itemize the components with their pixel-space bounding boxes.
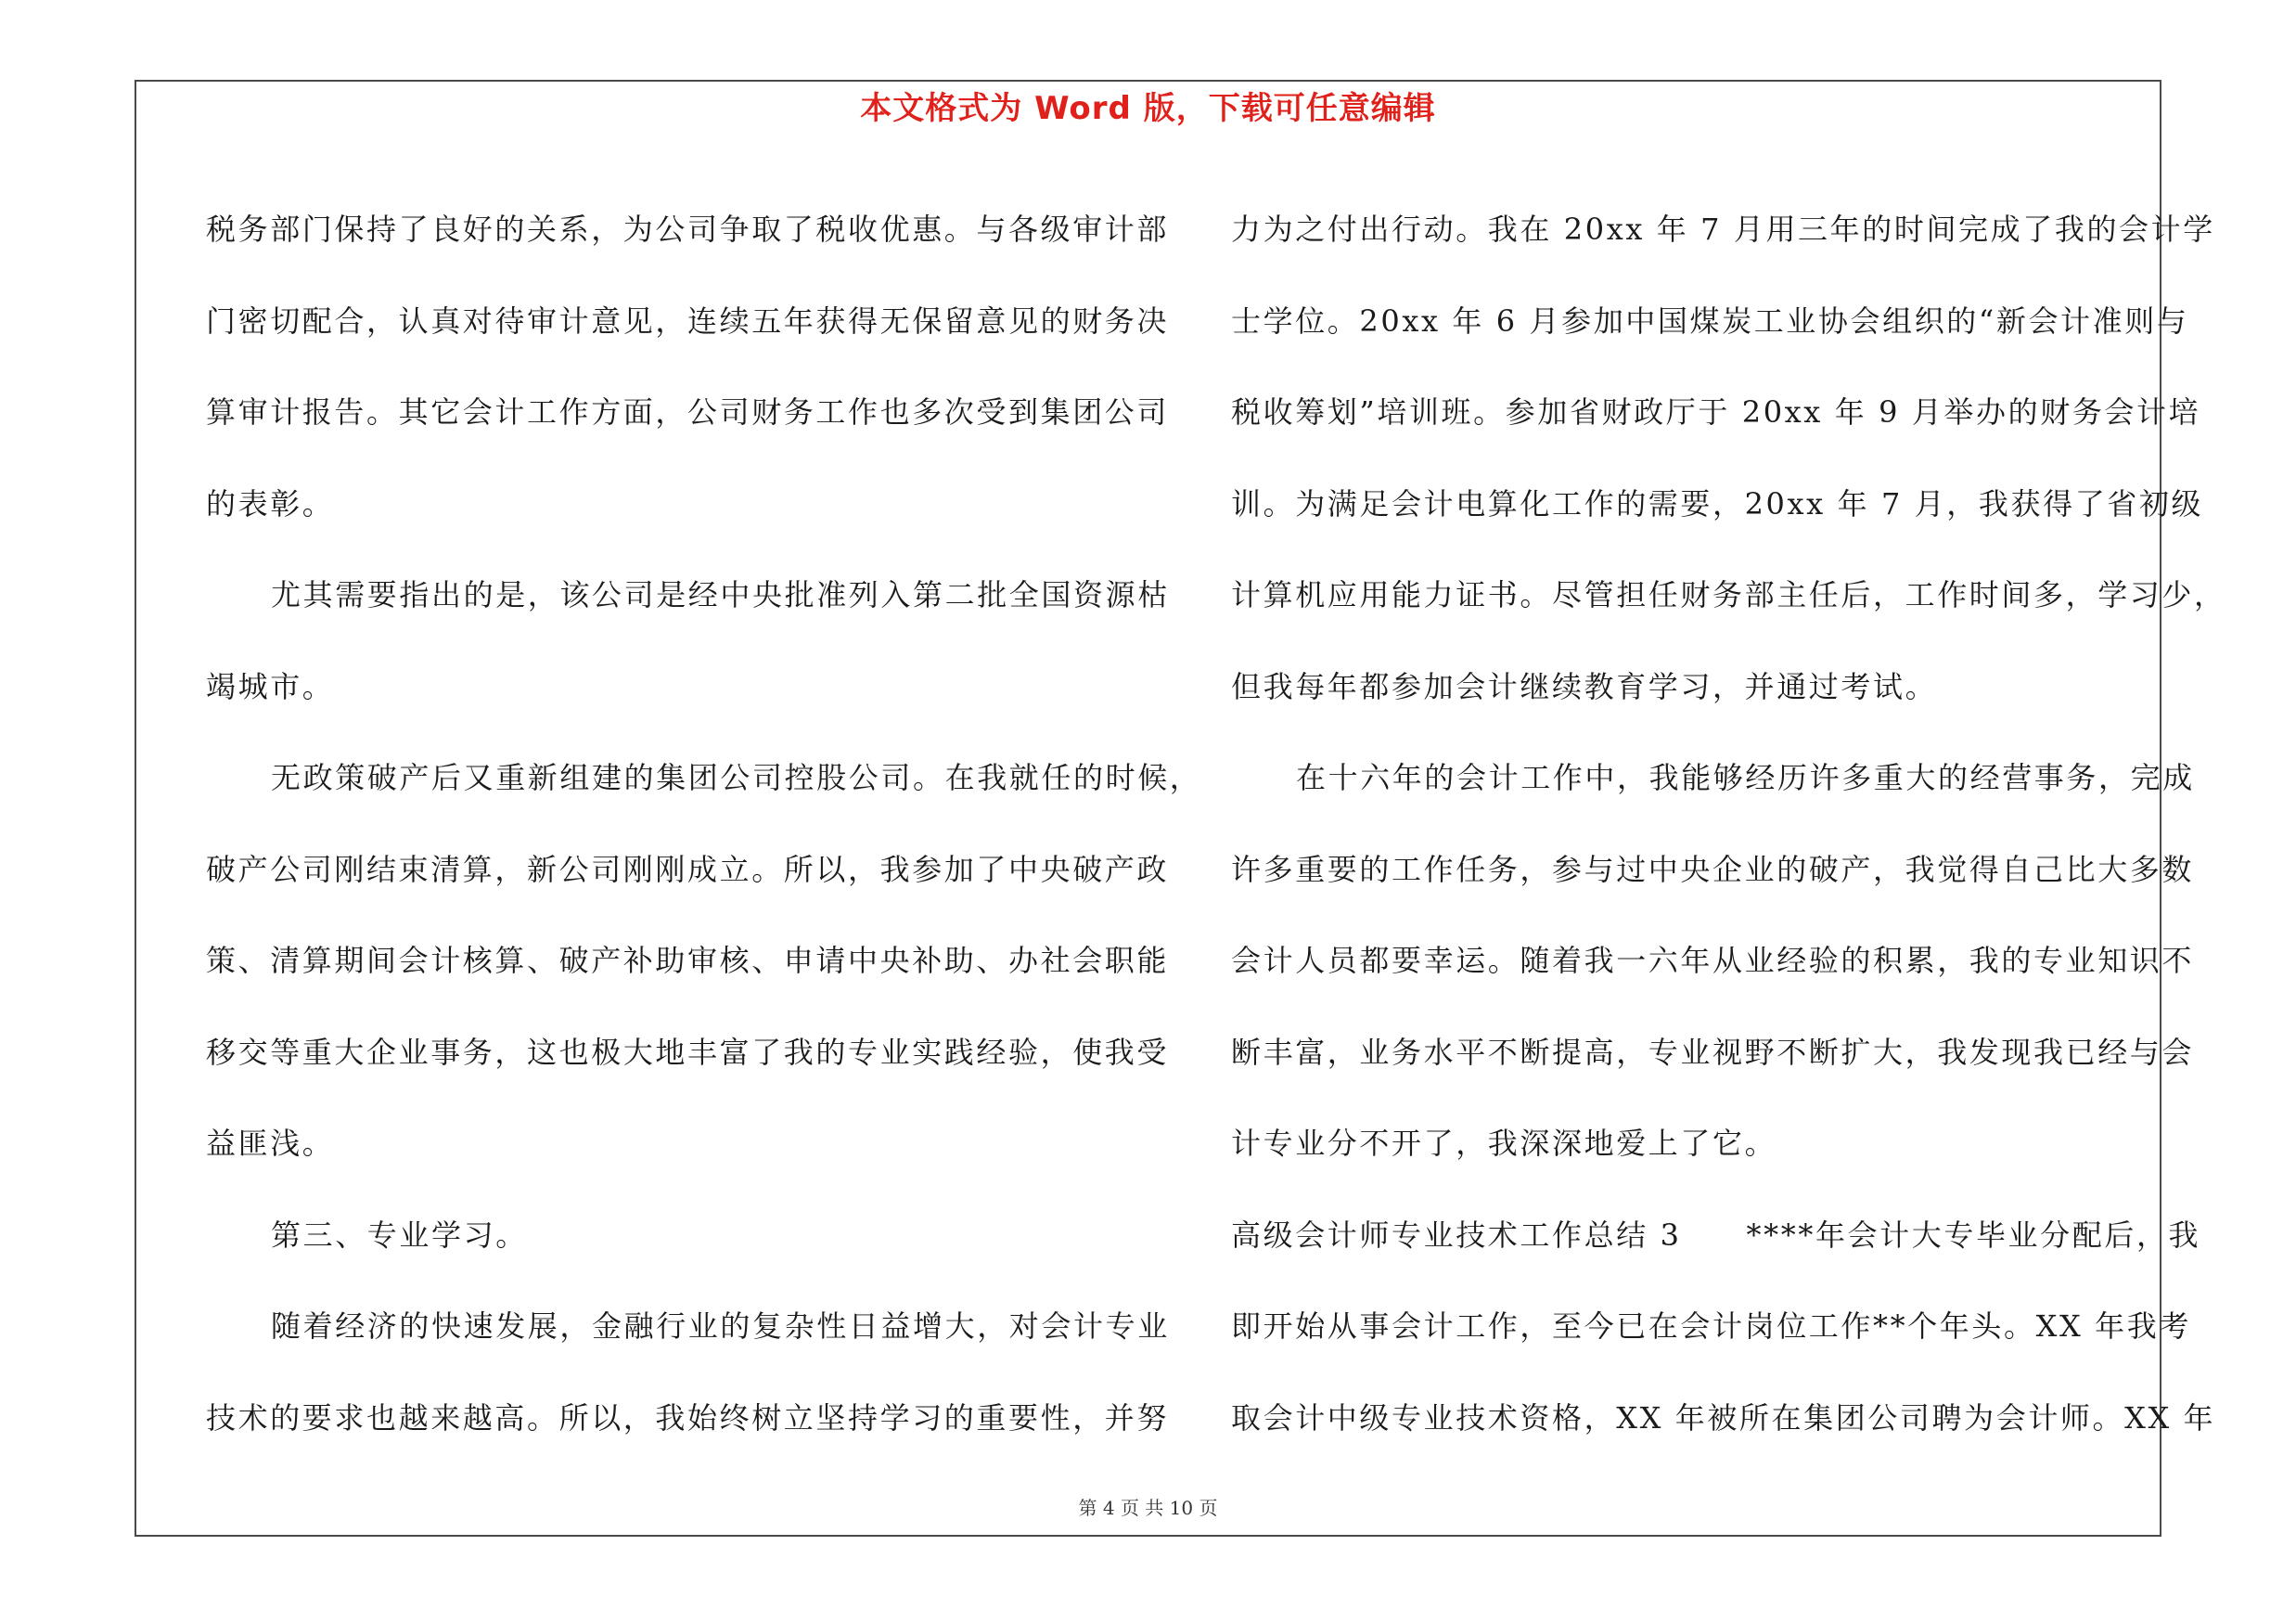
paragraph [206,1281,1170,1463]
section-heading [206,1190,1124,1282]
text-line: 断丰富，业务水平不断提高，专业视野不断扩大，我发现我已经与会 [1231,1034,2195,1070]
text-line: 算审计报告。其它会计工作方面，公司财务工作也多次受到集团公司 [206,394,1170,430]
text-line: 计专业分不开了，我深深地爱上了它。 [1231,1126,1777,1161]
paragraph [206,732,1202,1190]
right-column [1231,184,2226,1463]
text-line: 尤其需要指出的是，该公司是经中央批准列入第二批全国资源枯 [271,577,1170,612]
text-line: 士学位。20xx 年 6 月参加中国煤炭工业协会组织的“新会计准则与 [1231,303,2189,339]
text-line: 破产公司刚结束清算，新公司刚刚成立。所以，我参加了中央破产政 [206,851,1170,887]
paragraph [1231,1190,2216,1464]
text-line: 技术的要求也越来越高。所以，我始终树立坚持学习的重要性，并努 [206,1399,1170,1436]
paragraph [1231,732,2195,1190]
text-line [1231,1190,2201,1282]
text-line: 第三、专业学习。 [271,1217,528,1253]
text-line: 许多重要的工作任务，参与过中央企业的破产，我觉得自己比大多数 [1231,851,2195,887]
page-footer: 第 4 页 共 10 页 [1078,1497,1218,1519]
text-line: 但我每年都参加会计继续教育学习，并通过考试。 [1231,668,1938,704]
text-line: 税收筹划”培训班。参加省财政厅于 20xx 年 9 月举办的财务会计培 [1231,394,2201,430]
text-line: 即开始从事会计工作，至今已在会计岗位工作**个年头。XX 年我考 [1231,1308,2191,1344]
paragraph [206,549,1170,732]
text-line: 取会计中级专业技术资格，XX 年被所在集团公司聘为会计师。XX 年 [1231,1399,2216,1436]
text-line: 竭城市。 [206,668,335,704]
text-line: 在十六年的会计工作中，我能够经历许多重大的经营事务，完成 [1296,760,2195,795]
text-line: 的表彰。 [206,485,335,522]
text-line: 训。为满足会计电算化工作的需要，20xx 年 7 月，我获得了省初级 [1231,485,2204,522]
section-title: 高级会计师专业技术工作总结 3 [1231,1217,1682,1253]
paragraph [206,184,1170,549]
header-banner: 本文格式为 Word 版，下载可任意编辑 [860,90,1436,127]
text-line: 移交等重大企业事务，这也极大地丰富了我的专业实践经验，使我受 [206,1034,1170,1070]
left-column [206,184,1202,1463]
text-line: 策、清算期间会计核算、破产补助审核、申请中央补助、办社会职能 [206,943,1170,978]
text-line: 税务部门保持了良好的关系，为公司争取了税收优惠。与各级审计部 [206,212,1170,247]
section-opening: ****年会计大专毕业分配后，我 [1746,1217,2201,1253]
text-line: 计算机应用能力证书。尽管担任财务部主任后，工作时间多，学习少， [1231,577,2226,612]
text-line: 随着经济的快速发展，金融行业的复杂性日益增大，对会计专业 [271,1308,1170,1344]
text-line: 益匪浅。 [206,1126,335,1161]
paragraph [1231,184,2226,732]
text-line: 力为之付出行动。我在 20xx 年 7 月用三年的时间完成了我的会计学 [1231,212,2215,247]
text-line: 会计人员都要幸运。随着我一六年从业经验的积累，我的专业知识不 [1231,943,2195,978]
text-line: 门密切配合，认真对待审计意见，连续五年获得无保留意见的财务决 [206,303,1170,339]
text-line: 无政策破产后又重新组建的集团公司控股公司。在我就任的时候， [271,760,1202,795]
